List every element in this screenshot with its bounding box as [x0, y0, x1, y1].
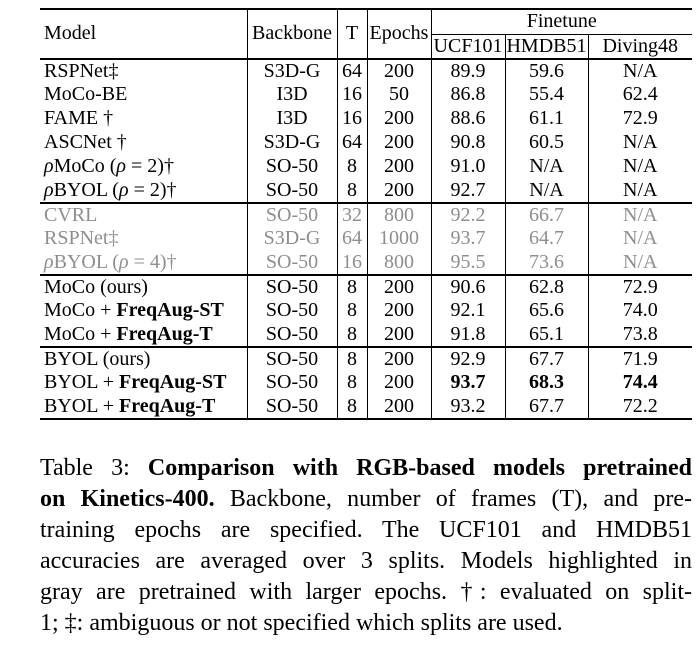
epochs-cell: 200 — [367, 347, 431, 371]
table-row — [40, 155, 692, 179]
epochs-cell: 200 — [367, 275, 431, 299]
epochs-cell: 200 — [367, 371, 431, 395]
table-header — [40, 9, 692, 59]
ucf101-cell: 92.2 — [431, 203, 505, 227]
diving48-cell: N/A — [588, 179, 692, 203]
caption-text: accuracies are averaged over 3 splits. Models highlighted in — [40, 547, 692, 574]
epochs-cell: 200 — [367, 155, 431, 179]
table-row — [40, 59, 692, 83]
ucf101-cell: 92.7 — [431, 179, 505, 203]
col-header-epochs: Epochs — [367, 9, 431, 59]
epochs-cell: 200 — [367, 107, 431, 131]
frames-cell: 64 — [337, 131, 367, 155]
model-name-cell: MoCo-BE — [44, 83, 128, 105]
diving48-cell: 72.9 — [588, 107, 692, 131]
backbone-cell: I3D — [247, 107, 337, 131]
backbone-cell: I3D — [247, 83, 337, 107]
diving48-cell: 74.0 — [588, 299, 692, 323]
diving48-cell: 62.4 — [588, 83, 692, 107]
hmdb51-cell: 68.3 — [505, 371, 588, 395]
ucf101-cell: 91.8 — [431, 323, 505, 347]
ucf101-cell: 86.8 — [431, 83, 505, 107]
backbone-cell: SO-50 — [247, 323, 337, 347]
hmdb51-cell: 61.1 — [505, 107, 588, 131]
hmdb51-cell: N/A — [505, 155, 588, 179]
backbone-cell: SO-50 — [247, 275, 337, 299]
caption-bold-text: on Kinetics-400. — [40, 485, 215, 512]
table-row — [40, 323, 692, 347]
frames-cell: 8 — [337, 179, 367, 203]
hmdb51-cell: 67.7 — [505, 347, 588, 371]
col-header-ucf101: UCF101 — [431, 34, 505, 59]
frames-cell: 32 — [337, 203, 367, 227]
diving48-cell: N/A — [588, 155, 692, 179]
caption-line — [40, 484, 692, 515]
model-name-cell: MoCo (ours) — [44, 275, 148, 298]
caption-text: Table 3: — [40, 454, 148, 481]
col-header-backbone: Backbone — [247, 9, 337, 59]
frames-cell: 8 — [337, 299, 367, 323]
frames-cell: 64 — [337, 59, 367, 83]
col-header-model: Model — [44, 22, 97, 45]
hmdb51-cell: 59.6 — [505, 59, 588, 83]
caption-text: gray are pretrained with larger epochs. †: evaluated on split- — [40, 578, 692, 605]
ucf101-cell: 91.0 — [431, 155, 505, 179]
table-row — [40, 83, 692, 107]
backbone-cell: SO-50 — [247, 299, 337, 323]
backbone-cell: SO-50 — [247, 155, 337, 179]
frames-cell: 8 — [337, 347, 367, 371]
table-row — [40, 227, 692, 251]
diving48-cell: N/A — [588, 227, 692, 251]
table-row — [40, 275, 692, 299]
hmdb51-cell: 64.7 — [505, 227, 588, 251]
epochs-cell: 800 — [367, 251, 431, 275]
diving48-cell: 74.4 — [588, 371, 692, 395]
table-row — [40, 347, 692, 371]
backbone-cell: SO-50 — [247, 203, 337, 227]
col-header-frames: T — [337, 9, 367, 59]
table-row — [40, 203, 692, 227]
epochs-cell: 200 — [367, 179, 431, 203]
diving48-cell: 73.8 — [588, 323, 692, 347]
backbone-cell: S3D-G — [247, 227, 337, 251]
backbone-cell: S3D-G — [247, 59, 337, 83]
hmdb51-cell: 65.1 — [505, 323, 588, 347]
caption-line — [40, 577, 692, 608]
hmdb51-cell: N/A — [505, 179, 588, 203]
epochs-cell: 50 — [367, 83, 431, 107]
ucf101-cell: 92.1 — [431, 299, 505, 323]
hmdb51-cell: 62.8 — [505, 275, 588, 299]
epochs-cell: 200 — [367, 131, 431, 155]
model-name-cell: RSPNet‡ — [44, 227, 119, 249]
table-row — [40, 299, 692, 323]
frames-cell: 64 — [337, 227, 367, 251]
model-name-cell: ρBYOL (ρ = 2)† — [44, 178, 177, 201]
results-table — [40, 8, 692, 420]
ucf101-cell: 90.8 — [431, 131, 505, 155]
epochs-cell: 200 — [367, 59, 431, 83]
caption-line — [40, 608, 692, 639]
table-row — [40, 251, 692, 275]
model-name-cell: BYOL + FreqAug-T — [44, 394, 216, 417]
model-name-cell: RSPNet‡ — [44, 59, 119, 82]
backbone-cell: SO-50 — [247, 251, 337, 275]
model-name-cell: MoCo + FreqAug-ST — [44, 299, 224, 321]
model-name-cell: BYOL + FreqAug-ST — [44, 371, 227, 393]
frames-cell: 8 — [337, 323, 367, 347]
prior-work-group — [40, 59, 692, 203]
caption-text: Backbone, number of frames (T), and pre- — [214, 485, 693, 512]
hmdb51-cell: 73.6 — [505, 251, 588, 275]
col-header-diving48: Diving48 — [588, 34, 692, 59]
diving48-cell: 72.2 — [588, 395, 692, 419]
hmdb51-cell: 67.7 — [505, 395, 588, 419]
backbone-cell: SO-50 — [247, 371, 337, 395]
model-name-cell: ASCNet † — [44, 131, 127, 153]
col-header-finetune: Finetune — [431, 9, 692, 34]
frames-cell: 8 — [337, 395, 367, 419]
model-name-cell: BYOL (ours) — [44, 347, 151, 370]
caption-text: training epochs are specified. The UCF101 and HMDB51 — [40, 516, 692, 543]
byol-ours-group — [40, 347, 692, 419]
backbone-cell: S3D-G — [247, 131, 337, 155]
frames-cell: 8 — [337, 275, 367, 299]
caption-line — [40, 453, 692, 484]
frames-cell: 8 — [337, 371, 367, 395]
frames-cell: 16 — [337, 83, 367, 107]
ucf101-cell: 93.2 — [431, 395, 505, 419]
backbone-cell: SO-50 — [247, 347, 337, 371]
table-row — [40, 107, 692, 131]
hmdb51-cell: 60.5 — [505, 131, 588, 155]
table-row — [40, 371, 692, 395]
backbone-cell: SO-50 — [247, 179, 337, 203]
epochs-cell: 200 — [367, 299, 431, 323]
diving48-cell: 72.9 — [588, 275, 692, 299]
col-header-hmdb51: HMDB51 — [506, 34, 587, 57]
caption-line — [40, 546, 692, 577]
ucf101-cell: 93.7 — [431, 227, 505, 251]
ucf101-cell: 89.9 — [431, 59, 505, 83]
epochs-cell: 800 — [367, 203, 431, 227]
ucf101-cell: 95.5 — [431, 251, 505, 275]
header-row-top — [40, 9, 692, 34]
ucf101-cell: 92.9 — [431, 347, 505, 371]
backbone-cell: SO-50 — [247, 395, 337, 419]
caption-text: 1; ‡: ambiguous or not specified which splits are used. — [40, 609, 563, 636]
epochs-cell: 1000 — [367, 227, 431, 251]
diving48-cell: N/A — [588, 59, 692, 83]
hmdb51-cell: 55.4 — [505, 83, 588, 107]
model-name-cell: CVRL — [44, 203, 98, 226]
larger-epochs-gray-group — [40, 203, 692, 275]
caption-bold-text: Comparison with RGB-based models pretrained — [147, 454, 692, 481]
ucf101-cell: 90.6 — [431, 275, 505, 299]
model-name-cell: MoCo + FreqAug-T — [44, 322, 213, 345]
paper-page — [40, 8, 692, 639]
diving48-cell: N/A — [588, 131, 692, 155]
table-caption — [40, 453, 692, 639]
model-name-cell: ρBYOL (ρ = 4)† — [44, 250, 177, 273]
hmdb51-cell: 66.7 — [505, 203, 588, 227]
table-row — [40, 179, 692, 203]
frames-cell: 16 — [337, 107, 367, 131]
diving48-cell: N/A — [588, 251, 692, 275]
hmdb51-cell: 65.6 — [505, 299, 588, 323]
moco-ours-group — [40, 275, 692, 347]
model-name-cell: ρMoCo (ρ = 2)† — [44, 155, 174, 177]
diving48-cell: N/A — [588, 203, 692, 227]
model-name-cell: FAME † — [44, 107, 114, 129]
table-row — [40, 395, 692, 419]
epochs-cell: 200 — [367, 395, 431, 419]
epochs-cell: 200 — [367, 323, 431, 347]
ucf101-cell: 88.6 — [431, 107, 505, 131]
frames-cell: 16 — [337, 251, 367, 275]
table-row — [40, 131, 692, 155]
frames-cell: 8 — [337, 155, 367, 179]
diving48-cell: 71.9 — [588, 347, 692, 371]
caption-line — [40, 515, 692, 546]
ucf101-cell: 93.7 — [431, 371, 505, 395]
